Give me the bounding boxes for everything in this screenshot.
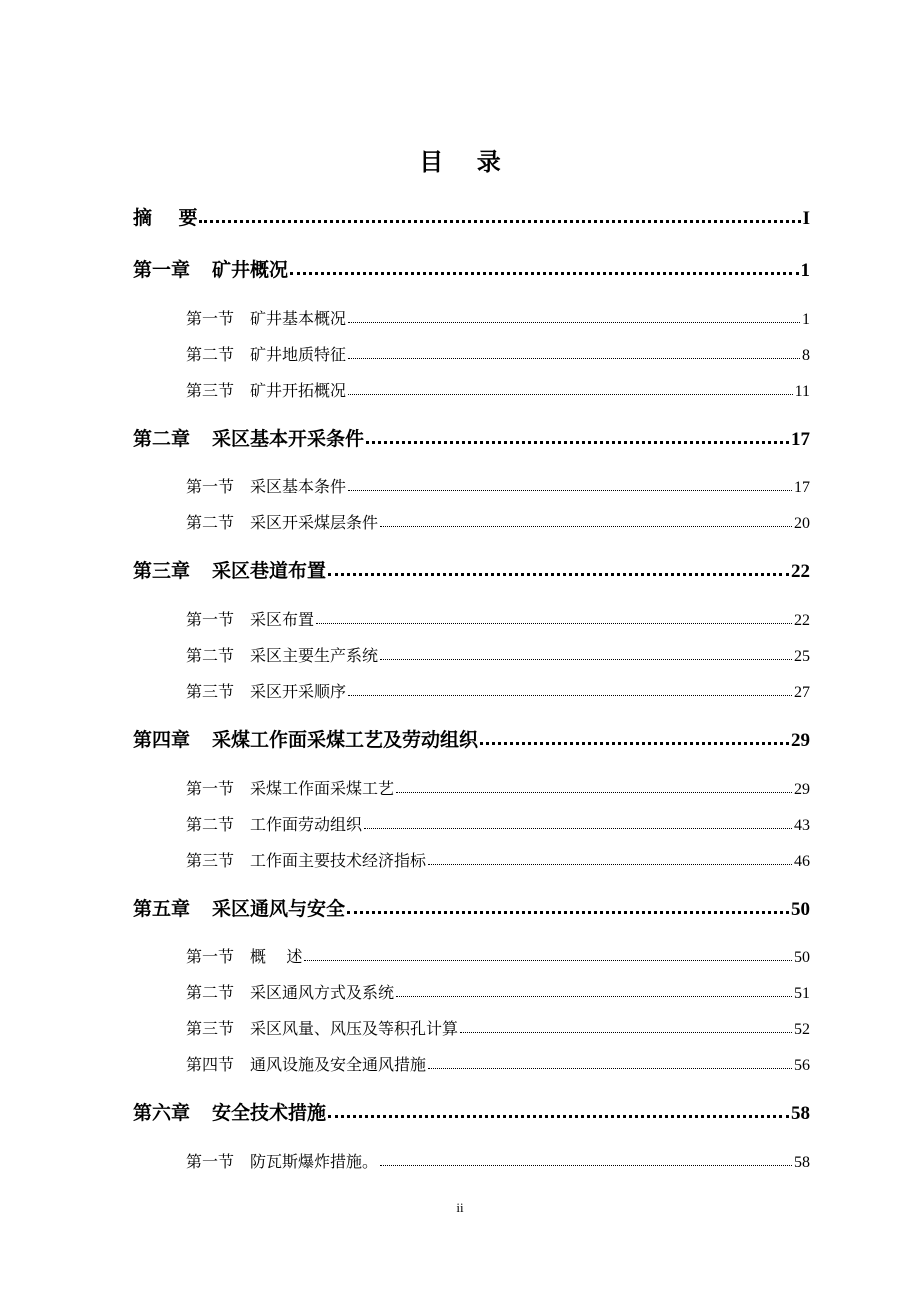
toc-entry-title: 通风设施及安全通风措施 bbox=[250, 1055, 427, 1074]
toc-page-number: 58 bbox=[794, 1154, 810, 1171]
toc-page-number: 17 bbox=[794, 479, 810, 496]
dot-leader bbox=[380, 1165, 792, 1166]
toc-entry-title: 矿井概况 bbox=[212, 259, 289, 281]
toc-entry-title: 工作面劳动组织 bbox=[250, 815, 363, 834]
toc-entry-prefix: 第二节 bbox=[186, 513, 235, 532]
toc-entry-title: 采区基本开采条件 bbox=[212, 428, 365, 450]
toc-entry-section[interactable] bbox=[186, 607, 810, 633]
page-number: ii bbox=[456, 1200, 464, 1215]
toc-entry-prefix: 第六章 bbox=[133, 1102, 191, 1124]
dot-leader bbox=[348, 358, 800, 359]
toc-entry-section[interactable] bbox=[186, 1149, 810, 1175]
toc-page-number: 17 bbox=[791, 429, 810, 450]
toc-entry-title: 工作面主要技术经济指标 bbox=[250, 851, 427, 870]
toc-page-number: 22 bbox=[794, 612, 810, 629]
toc-page-number: 1 bbox=[802, 311, 810, 328]
toc-page-number: 8 bbox=[802, 347, 810, 364]
toc-entry-section[interactable] bbox=[186, 1016, 810, 1042]
toc-entry-section[interactable] bbox=[186, 306, 810, 332]
dot-leader bbox=[460, 1032, 792, 1033]
toc-page-number: 43 bbox=[794, 817, 810, 834]
toc-entry-chapter[interactable] bbox=[133, 424, 810, 454]
toc-page-number: 1 bbox=[800, 260, 810, 281]
toc-entry-prefix: 第三节 bbox=[186, 381, 235, 400]
toc-entry-section[interactable] bbox=[186, 474, 810, 500]
toc-entry-title: 防瓦斯爆炸措施。 bbox=[250, 1152, 379, 1171]
dot-leader bbox=[348, 394, 793, 395]
dot-leader bbox=[428, 864, 792, 865]
dot-leader bbox=[199, 220, 800, 223]
dot-leader bbox=[348, 695, 792, 696]
toc-entry-title: 矿井基本概况 bbox=[250, 309, 347, 328]
dot-leader bbox=[328, 573, 789, 576]
toc-entry-section[interactable] bbox=[186, 1052, 810, 1078]
toc-entry-title: 采煤工作面采煤工艺 bbox=[250, 779, 395, 798]
toc-entry-title: 采区基本条件 bbox=[250, 477, 347, 496]
toc-entry-title: 采区通风方式及系统 bbox=[250, 983, 395, 1002]
toc-entry-section[interactable] bbox=[186, 848, 810, 874]
toc-page-number: 29 bbox=[791, 730, 810, 751]
dot-leader bbox=[480, 742, 789, 745]
toc-entry-prefix: 第二节 bbox=[186, 983, 235, 1002]
toc-entry-prefix: 第一节 bbox=[186, 947, 235, 966]
dot-leader bbox=[428, 1068, 792, 1069]
toc-page-number: 25 bbox=[794, 648, 810, 665]
toc-entry-prefix: 第一节 bbox=[186, 309, 235, 328]
toc-entry-section[interactable] bbox=[186, 679, 810, 705]
toc-entry-prefix: 第一章 bbox=[133, 259, 191, 281]
dot-leader bbox=[348, 322, 800, 323]
toc-page-number: 50 bbox=[794, 949, 810, 966]
toc-entry-prefix: 第一节 bbox=[186, 477, 235, 496]
toc-page-number: 52 bbox=[794, 1021, 810, 1038]
toc-entry-prefix: 第二节 bbox=[186, 345, 235, 364]
toc-entry-title: 矿井开拓概况 bbox=[250, 381, 347, 400]
dot-leader bbox=[328, 1115, 789, 1118]
toc-entry-section[interactable] bbox=[186, 510, 810, 536]
toc-entry-title: 概 述 bbox=[250, 947, 303, 966]
toc-page-number: 56 bbox=[794, 1057, 810, 1074]
toc-entry-prefix: 第三节 bbox=[186, 682, 235, 701]
toc-entry-section[interactable] bbox=[186, 378, 810, 404]
toc-entry-section[interactable] bbox=[186, 944, 810, 970]
toc-entry-section[interactable] bbox=[186, 643, 810, 669]
toc-entry-prefix: 第一节 bbox=[186, 779, 235, 798]
toc-entry-prefix: 第二节 bbox=[186, 646, 235, 665]
toc-entry-title: 摘 要 bbox=[133, 207, 198, 229]
toc-entry-section[interactable] bbox=[186, 342, 810, 368]
toc-entry-prefix: 第二章 bbox=[133, 428, 191, 450]
page-title: 目 录 bbox=[419, 147, 501, 176]
toc-page-number: 27 bbox=[794, 684, 810, 701]
toc-entry-prefix: 第一节 bbox=[186, 1152, 235, 1171]
toc-entry-chapter[interactable] bbox=[133, 1098, 810, 1128]
toc-entry-title: 采区风量、风压及等积孔计算 bbox=[250, 1019, 459, 1038]
toc-entry-title: 采区主要生产系统 bbox=[250, 646, 379, 665]
dot-leader bbox=[396, 792, 792, 793]
toc-entry-title: 采区开采煤层条件 bbox=[250, 513, 379, 532]
toc-page-number: 58 bbox=[791, 1103, 810, 1124]
toc-entry-title: 安全技术措施 bbox=[212, 1102, 327, 1124]
toc-page-number: 20 bbox=[794, 515, 810, 532]
toc-entry-chapter[interactable] bbox=[133, 725, 810, 755]
toc-page-number: 46 bbox=[794, 853, 810, 870]
toc-page-number: 29 bbox=[794, 781, 810, 798]
toc-entry-prefix: 第三节 bbox=[186, 1019, 235, 1038]
dot-leader bbox=[290, 272, 798, 275]
toc-entry-title: 采区开采顺序 bbox=[250, 682, 347, 701]
toc-entry-prefix: 第三章 bbox=[133, 560, 191, 582]
toc-entry-chapter[interactable] bbox=[133, 894, 810, 924]
dot-leader bbox=[304, 960, 792, 961]
dot-leader bbox=[380, 526, 792, 527]
toc-entry-prefix: 第四章 bbox=[133, 729, 191, 751]
toc-entry-prefix: 第四节 bbox=[186, 1055, 235, 1074]
dot-leader bbox=[316, 623, 792, 624]
dot-leader bbox=[364, 828, 792, 829]
dot-leader bbox=[347, 911, 789, 914]
toc-entry-title: 采区布置 bbox=[250, 610, 315, 629]
toc-page-number: 22 bbox=[791, 561, 810, 582]
toc-page-number: 51 bbox=[794, 985, 810, 1002]
toc-entry-title: 矿井地质特征 bbox=[250, 345, 347, 364]
toc-entry-abstract[interactable] bbox=[133, 203, 810, 233]
dot-leader bbox=[380, 659, 792, 660]
toc-page-number: I bbox=[802, 208, 810, 229]
toc-entry-section[interactable] bbox=[186, 812, 810, 838]
dot-leader bbox=[396, 996, 792, 997]
toc-entry-section[interactable] bbox=[186, 980, 810, 1006]
toc-entry-title: 采区通风与安全 bbox=[212, 898, 346, 920]
toc-entry-prefix: 第一节 bbox=[186, 610, 235, 629]
toc-entry-prefix: 第五章 bbox=[133, 898, 191, 920]
dot-leader bbox=[348, 490, 792, 491]
toc-page-number: 11 bbox=[794, 383, 810, 400]
toc-entry-title: 采区巷道布置 bbox=[212, 560, 327, 582]
toc-entry-prefix: 第二节 bbox=[186, 815, 235, 834]
toc-entry-prefix: 第三节 bbox=[186, 851, 235, 870]
toc-entry-chapter[interactable] bbox=[133, 255, 810, 285]
toc-entry-chapter[interactable] bbox=[133, 556, 810, 586]
toc-entry-title: 采煤工作面采煤工艺及劳动组织 bbox=[212, 729, 479, 751]
toc-page-number: 50 bbox=[791, 899, 810, 920]
toc-entry-section[interactable] bbox=[186, 776, 810, 802]
dot-leader bbox=[366, 441, 789, 444]
